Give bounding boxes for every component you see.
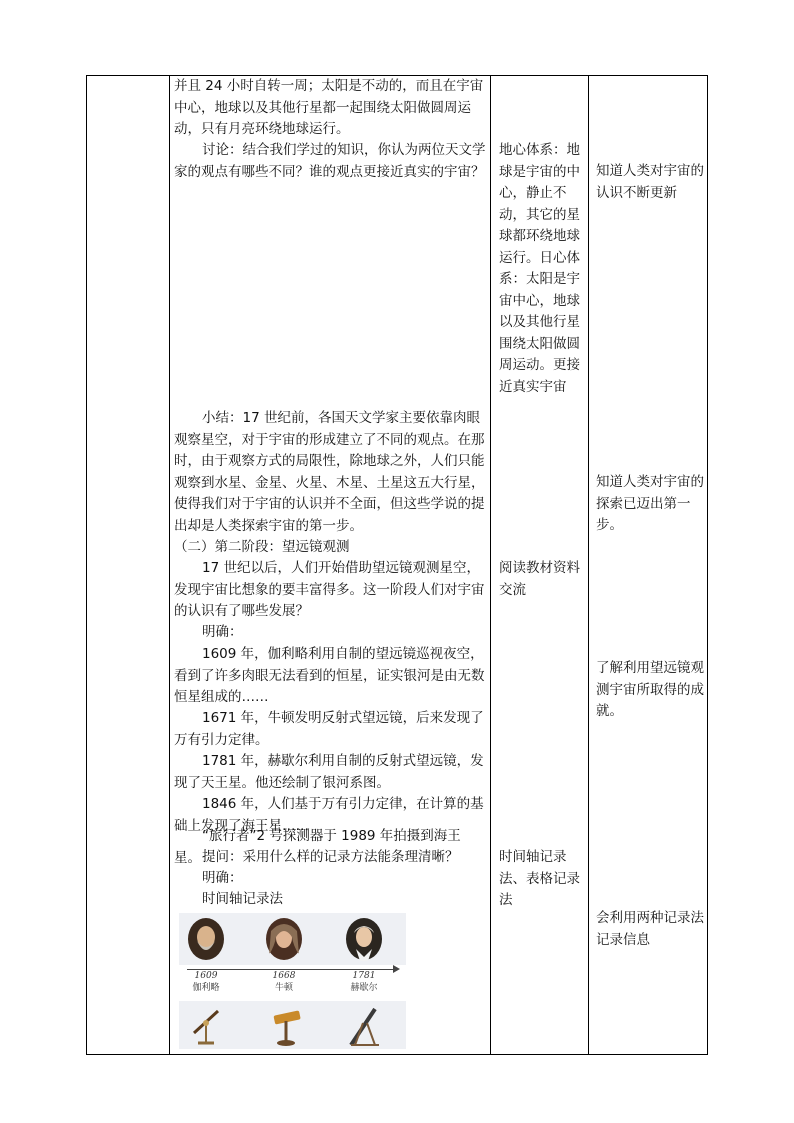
timeline-name: 伽利略 — [192, 983, 220, 993]
intent-knowledge-updates: 知道人类对宇宙的认识不断更新 — [596, 163, 704, 201]
label-timeline-method: 时间轴记录法 — [202, 891, 283, 907]
section-heading-telescope: （二）第二阶段：望远镜观测 — [174, 539, 350, 555]
newton-portrait — [265, 917, 303, 961]
newton-telescope-image — [266, 1003, 306, 1047]
paragraph-heliocentric: 并且 24 小时自转一周；太阳是不动的，而且在宇宙中心，地球以及其他行星都一起围绕太阳做圆周运动，只有月亮环绕地球运行。 — [174, 78, 484, 137]
galileo-telescope-image — [186, 1003, 226, 1047]
timeline-arrowhead — [393, 965, 400, 973]
student-activity-column — [499, 76, 589, 1054]
paragraph-galileo: 1609 年，伽利略利用自制的望远镜巡视夜空，看到了许多肉眼无法看到的恒星，证实银河是由无数恒星组成的…… — [174, 646, 485, 705]
paragraph-question: 提问：采用什么样的记录方法能条理清晰？ — [202, 849, 459, 865]
paragraph-telescope-intro: 17 世纪以后，人们开始借助望远镜观测星空，发现宇宙比想象的要丰富得多。这一阶段人们对宇宙的认识有了哪些发展？ — [174, 560, 485, 619]
intent-telescope-achievements: 了解利用望远镜观测宇宙所取得的成就。 — [596, 660, 704, 719]
activity-record-methods: 时间轴记录法、表格记录法 — [499, 849, 580, 908]
timeline-year: 1609 — [194, 971, 218, 981]
paragraph-herschel: 1781 年，赫歇尔利用自制的反射式望远镜，发现了天王星。他还绘制了银河系图。 — [174, 753, 484, 791]
timeline-year: 1668 — [272, 971, 296, 981]
paragraph-newton: 1671 年，牛顿发明反射式望远镜，后来发现了万有引力定律。 — [174, 710, 484, 748]
activity-model-comparison: 地心体系：地球是宇宙的中心，静止不动，其它的星球都环绕地球运行。日心体系：太阳是宇宙中心，地球以及其他行星围绕太阳做圆周运动。更接近真实宇宙 — [499, 142, 580, 395]
paragraph-summary: 小结：17 世纪前，各国天文学家主要依靠肉眼观察星空，对于宇宙的形成建立了不同的观点。在那时，由于观察方式的局限性，除地球之外，人们只能观察到水星、金星、火星、木星、土星这五大行星，使得我们对于宇宙的认识并不全面，但这些学说的提出却是人类探索宇宙的第一步。 — [174, 410, 485, 534]
timeline-name: 赫歇尔 — [350, 983, 378, 993]
intent-first-step: 知道人类对宇宙的探索已迈出第一步。 — [596, 474, 704, 533]
lesson-plan-table — [86, 75, 708, 1055]
paragraph-voyager: “旅行者”2 号探测器于 1989 年拍摄到海王星。 — [174, 828, 461, 866]
galileo-portrait — [187, 917, 225, 961]
timeline-figure — [179, 913, 406, 1049]
intent-recording-methods: 会利用两种记录法记录信息 — [596, 910, 704, 948]
activity-read-materials: 阅读教材资料交流 — [499, 560, 580, 598]
column-divider — [490, 76, 491, 1054]
label-clarify-2: 明确： — [202, 870, 243, 886]
column-divider — [169, 76, 170, 1054]
label-clarify: 明确： — [202, 624, 243, 640]
timeline-axis — [187, 969, 397, 970]
herschel-portrait — [345, 917, 383, 961]
timeline-year: 1781 — [352, 971, 376, 981]
timeline-name: 牛顿 — [274, 983, 293, 993]
paragraph-neptune: 1846 年，人们基于万有引力定律，在计算的基础上发现了海王星…… — [174, 796, 484, 834]
herschel-telescope-image — [345, 1003, 385, 1047]
paragraph-discussion: 讨论：结合我们学过的知识，你认为两位天文学家的观点有哪些不同？谁的观点更接近真实的宇宙？ — [174, 142, 486, 180]
design-intent-column — [596, 76, 704, 1054]
teaching-content-column — [174, 76, 487, 1054]
